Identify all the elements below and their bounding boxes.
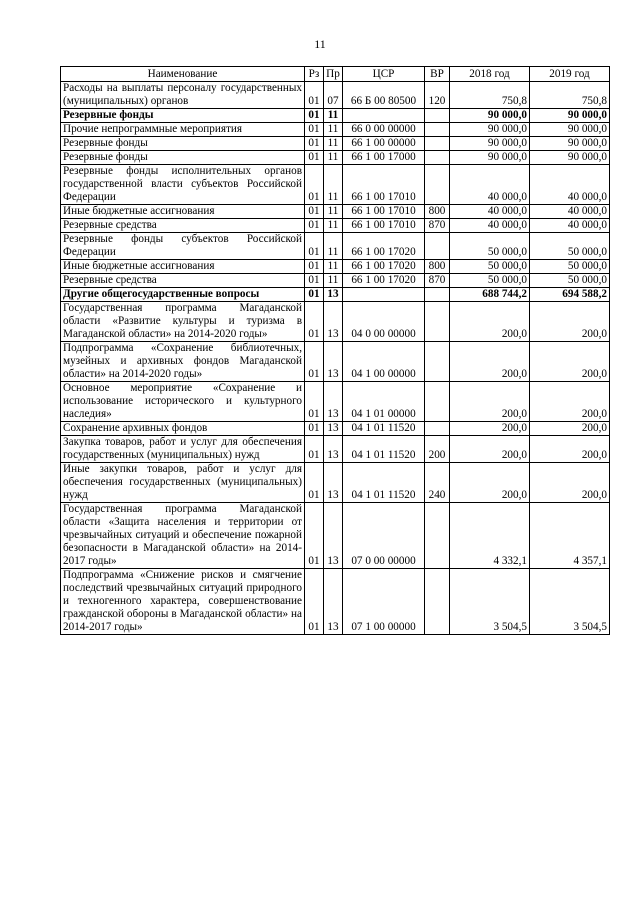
cell-csr xyxy=(343,288,425,302)
table-row xyxy=(61,463,610,503)
cell-name: Подпрограмма «Сохранение библиотечных, музейных и архивных фондов Магаданской области» на 2014-2020 годы» xyxy=(61,342,305,382)
cell-csr: 07 1 00 00000 xyxy=(343,569,425,635)
cell-rz: 01 xyxy=(305,260,324,274)
cell-rz: 01 xyxy=(305,165,324,205)
cell-2018: 688 744,2 xyxy=(450,288,530,302)
cell-2019: 750,8 xyxy=(530,82,610,109)
cell-2019: 90 000,0 xyxy=(530,109,610,123)
cell-vr: 800 xyxy=(425,205,450,219)
cell-2018: 200,0 xyxy=(450,302,530,342)
cell-name: Подпрограмма «Снижение рисков и смягчение последствий чрезвычайных ситуаций природного и техногенного характера, совершенствование гражданской обороны в Магаданской области» на 2014-2017 годы» xyxy=(61,569,305,635)
cell-name: Резервные средства xyxy=(61,219,305,233)
cell-vr xyxy=(425,233,450,260)
cell-rz: 01 xyxy=(305,137,324,151)
cell-vr xyxy=(425,342,450,382)
cell-2018: 90 000,0 xyxy=(450,123,530,137)
header-2019: 2019 год xyxy=(530,67,610,82)
cell-pr: 13 xyxy=(324,302,343,342)
cell-rz: 01 xyxy=(305,342,324,382)
cell-pr: 13 xyxy=(324,463,343,503)
cell-name: Сохранение архивных фондов xyxy=(61,422,305,436)
cell-2019: 90 000,0 xyxy=(530,151,610,165)
cell-2018: 50 000,0 xyxy=(450,274,530,288)
cell-csr: 07 0 00 00000 xyxy=(343,503,425,569)
cell-name: Резервные фонды xyxy=(61,109,305,123)
cell-pr: 11 xyxy=(324,233,343,260)
table-row xyxy=(61,274,610,288)
cell-2018: 40 000,0 xyxy=(450,205,530,219)
table-row xyxy=(61,382,610,422)
cell-2018: 90 000,0 xyxy=(450,109,530,123)
cell-vr xyxy=(425,302,450,342)
table-row xyxy=(61,422,610,436)
cell-vr xyxy=(425,109,450,123)
table-row xyxy=(61,137,610,151)
cell-2018: 40 000,0 xyxy=(450,165,530,205)
cell-2018: 90 000,0 xyxy=(450,137,530,151)
cell-csr: 04 1 00 00000 xyxy=(343,342,425,382)
cell-2019: 50 000,0 xyxy=(530,233,610,260)
table-row xyxy=(61,205,610,219)
cell-name: Резервные средства xyxy=(61,274,305,288)
cell-vr xyxy=(425,569,450,635)
cell-2019: 694 588,2 xyxy=(530,288,610,302)
header-vr: ВР xyxy=(425,67,450,82)
cell-csr: 66 0 00 00000 xyxy=(343,123,425,137)
cell-pr: 11 xyxy=(324,260,343,274)
cell-2019: 90 000,0 xyxy=(530,137,610,151)
cell-2019: 4 357,1 xyxy=(530,503,610,569)
cell-2019: 200,0 xyxy=(530,463,610,503)
cell-2019: 50 000,0 xyxy=(530,260,610,274)
cell-pr: 13 xyxy=(324,288,343,302)
cell-2018: 200,0 xyxy=(450,436,530,463)
cell-name: Государственная программа Магаданской области «Защита населения и территории от чрезвычайных ситуаций и обеспечение пожарной безопасности в Магаданской области» на 2014-2017 годы» xyxy=(61,503,305,569)
cell-2019: 200,0 xyxy=(530,382,610,422)
cell-rz: 01 xyxy=(305,569,324,635)
cell-vr xyxy=(425,422,450,436)
cell-2019: 200,0 xyxy=(530,342,610,382)
cell-rz: 01 xyxy=(305,151,324,165)
cell-pr: 11 xyxy=(324,151,343,165)
table-row xyxy=(61,503,610,569)
cell-2018: 200,0 xyxy=(450,342,530,382)
cell-2019: 3 504,5 xyxy=(530,569,610,635)
table-row xyxy=(61,342,610,382)
cell-csr: 04 1 01 11520 xyxy=(343,422,425,436)
cell-2019: 40 000,0 xyxy=(530,205,610,219)
cell-name: Закупка товаров, работ и услуг для обеспечения государственных (муниципальных) нужд xyxy=(61,436,305,463)
cell-2018: 200,0 xyxy=(450,463,530,503)
header-2018: 2018 год xyxy=(450,67,530,82)
cell-csr: 66 1 00 17010 xyxy=(343,219,425,233)
cell-name: Резервные фонды xyxy=(61,137,305,151)
cell-rz: 01 xyxy=(305,123,324,137)
cell-rz: 01 xyxy=(305,436,324,463)
table-row xyxy=(61,302,610,342)
cell-vr xyxy=(425,165,450,205)
cell-vr xyxy=(425,382,450,422)
cell-vr: 800 xyxy=(425,260,450,274)
cell-vr xyxy=(425,137,450,151)
cell-2019: 90 000,0 xyxy=(530,123,610,137)
cell-rz: 01 xyxy=(305,205,324,219)
cell-rz: 01 xyxy=(305,274,324,288)
cell-2019: 200,0 xyxy=(530,302,610,342)
cell-2019: 200,0 xyxy=(530,422,610,436)
cell-csr: 66 1 00 17020 xyxy=(343,260,425,274)
table-body xyxy=(61,82,610,635)
cell-pr: 13 xyxy=(324,422,343,436)
cell-csr: 66 1 00 17000 xyxy=(343,151,425,165)
cell-rz: 01 xyxy=(305,503,324,569)
table-row xyxy=(61,233,610,260)
cell-pr: 13 xyxy=(324,503,343,569)
cell-2018: 4 332,1 xyxy=(450,503,530,569)
cell-rz: 01 xyxy=(305,422,324,436)
cell-2018: 200,0 xyxy=(450,382,530,422)
cell-vr: 240 xyxy=(425,463,450,503)
cell-csr: 04 1 01 11520 xyxy=(343,436,425,463)
cell-pr: 13 xyxy=(324,436,343,463)
cell-vr xyxy=(425,151,450,165)
table-row xyxy=(61,569,610,635)
cell-rz: 01 xyxy=(305,382,324,422)
cell-vr: 870 xyxy=(425,274,450,288)
cell-2019: 40 000,0 xyxy=(530,165,610,205)
cell-vr xyxy=(425,123,450,137)
cell-2019: 50 000,0 xyxy=(530,274,610,288)
cell-vr: 200 xyxy=(425,436,450,463)
cell-pr: 11 xyxy=(324,137,343,151)
cell-csr: 04 0 00 00000 xyxy=(343,302,425,342)
cell-2018: 90 000,0 xyxy=(450,151,530,165)
cell-pr: 11 xyxy=(324,205,343,219)
table-row xyxy=(61,288,610,302)
cell-rz: 01 xyxy=(305,463,324,503)
cell-vr xyxy=(425,503,450,569)
cell-pr: 13 xyxy=(324,569,343,635)
table-row xyxy=(61,151,610,165)
header-csr: ЦСР xyxy=(343,67,425,82)
cell-csr: 66 1 00 17010 xyxy=(343,165,425,205)
cell-rz: 01 xyxy=(305,288,324,302)
cell-2019: 40 000,0 xyxy=(530,219,610,233)
cell-pr: 11 xyxy=(324,109,343,123)
cell-pr: 11 xyxy=(324,274,343,288)
cell-name: Государственная программа Магаданской области «Развитие культуры и туризма в Магаданской области» на 2014-2020 годы» xyxy=(61,302,305,342)
cell-rz: 01 xyxy=(305,302,324,342)
cell-rz: 01 xyxy=(305,109,324,123)
table-row xyxy=(61,123,610,137)
cell-name: Резервные фонды исполнительных органов государственной власти субъектов Российской Федерации xyxy=(61,165,305,205)
table-row xyxy=(61,219,610,233)
cell-pr: 07 xyxy=(324,82,343,109)
header-rz: Рз xyxy=(305,67,324,82)
table-row xyxy=(61,165,610,205)
cell-2018: 50 000,0 xyxy=(450,260,530,274)
cell-name: Основное мероприятие «Сохранение и использование исторического и культурного наследия» xyxy=(61,382,305,422)
table-row xyxy=(61,436,610,463)
cell-pr: 11 xyxy=(324,165,343,205)
cell-rz: 01 xyxy=(305,82,324,109)
cell-rz: 01 xyxy=(305,219,324,233)
cell-name: Резервные фонды субъектов Российской Федерации xyxy=(61,233,305,260)
cell-csr: 04 1 01 00000 xyxy=(343,382,425,422)
cell-2018: 40 000,0 xyxy=(450,219,530,233)
cell-pr: 11 xyxy=(324,219,343,233)
cell-name: Иные бюджетные ассигнования xyxy=(61,260,305,274)
cell-pr: 13 xyxy=(324,382,343,422)
header-pr: Пр xyxy=(324,67,343,82)
cell-name: Иные закупки товаров, работ и услуг для обеспечения государственных (муниципальных) нужд xyxy=(61,463,305,503)
cell-vr: 870 xyxy=(425,219,450,233)
cell-csr: 66 1 00 00000 xyxy=(343,137,425,151)
cell-csr xyxy=(343,109,425,123)
header-name: Наименование xyxy=(61,67,305,82)
table-row xyxy=(61,82,610,109)
cell-csr: 66 1 00 17020 xyxy=(343,274,425,288)
cell-csr: 66 1 00 17010 xyxy=(343,205,425,219)
cell-csr: 66 Б 00 80500 xyxy=(343,82,425,109)
cell-2018: 200,0 xyxy=(450,422,530,436)
cell-2019: 200,0 xyxy=(530,436,610,463)
cell-2018: 50 000,0 xyxy=(450,233,530,260)
cell-2018: 750,8 xyxy=(450,82,530,109)
cell-name: Расходы на выплаты персоналу государственных (муниципальных) органов xyxy=(61,82,305,109)
cell-name: Прочие непрограммные мероприятия xyxy=(61,123,305,137)
cell-rz: 01 xyxy=(305,233,324,260)
cell-csr: 66 1 00 17020 xyxy=(343,233,425,260)
cell-pr: 11 xyxy=(324,123,343,137)
cell-vr xyxy=(425,288,450,302)
cell-name: Резервные фонды xyxy=(61,151,305,165)
table-header-row xyxy=(61,67,610,82)
cell-name: Другие общегосударственные вопросы xyxy=(61,288,305,302)
table-row xyxy=(61,109,610,123)
cell-2018: 3 504,5 xyxy=(450,569,530,635)
page-number: 11 xyxy=(314,37,326,51)
cell-pr: 13 xyxy=(324,342,343,382)
cell-csr: 04 1 01 11520 xyxy=(343,463,425,503)
budget-table xyxy=(60,66,610,635)
cell-name: Иные бюджетные ассигнования xyxy=(61,205,305,219)
cell-vr: 120 xyxy=(425,82,450,109)
table-row xyxy=(61,260,610,274)
